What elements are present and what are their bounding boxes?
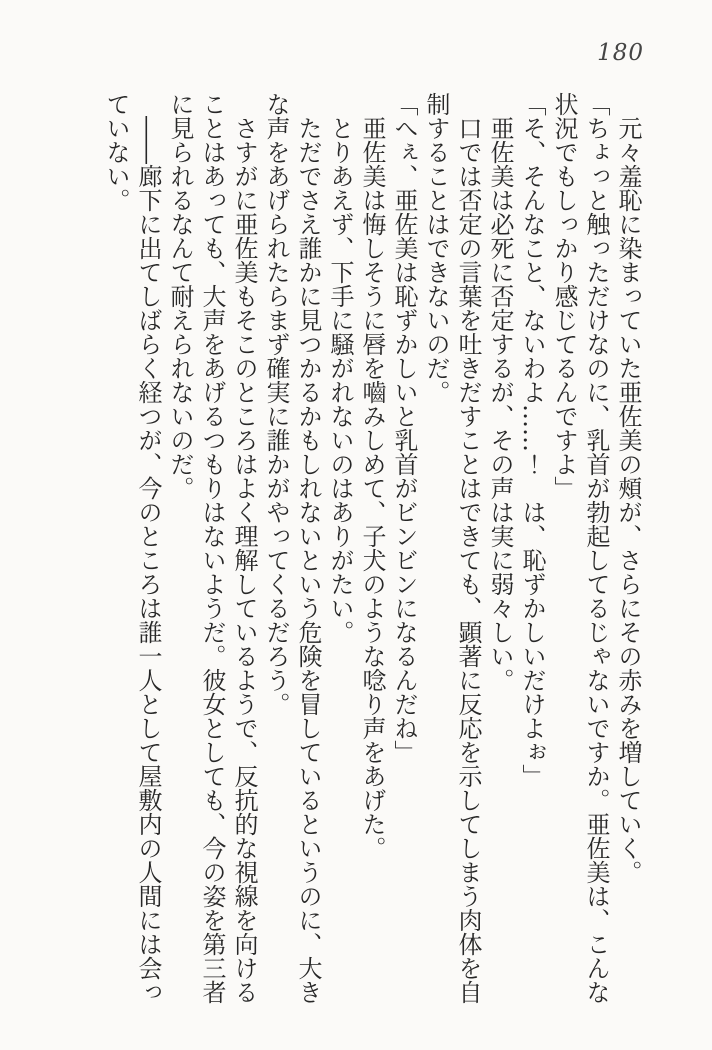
- page-number: 180: [597, 40, 644, 66]
- paragraph-5: 口では否定の言葉を吐きだすことはできても、顕著に反応を示してしまう肉体を自制することはできないのだ。: [422, 92, 482, 1004]
- paragraph-8: とりあえず、下手に騒がれないのはありがたい。: [326, 116, 354, 644]
- paragraph-11: ――廊下に出てしばらく経つが、今のところは誰一人として屋敷内の人間には会っていない。: [102, 92, 162, 1004]
- paragraph-7: 亜佐美は悔しそうに唇を嚙みしめて、子犬のような唸り声をあげた。: [358, 116, 386, 860]
- paragraph-10: さすがに亜佐美もそこのところはよく理解しているようで、反抗的な視線を向けることはあっても、大声をあげるつもりはないようだ。彼女としても、今の姿を第三者に見られるなんて耐えられないのだ。: [166, 92, 258, 1004]
- paragraph-6: 「へぇ、亜佐美は恥ずかしいと乳首がビンビンになるんだね」: [390, 92, 418, 764]
- paragraph-3: 「そ、そんなこと、ないわよ……！ は、恥ずかしいだけよぉ」: [518, 92, 546, 788]
- paragraph-2: 「ちょっと触っただけなのに、乳首が勃起してるじゃないですか。亜佐美は、こんな状況でもしっかり感じてるんですよ」: [550, 92, 610, 1004]
- page-text: [94, 92, 644, 1018]
- paragraph-9: ただでさえ誰かに見つかるかもしれないという危険を冒しているというのに、大きな声をあげられたらまず確実に誰かがやってくるだろう。: [262, 92, 322, 1004]
- paragraph-4: 亜佐美は必死に否定するが、その声は実に弱々しい。: [486, 116, 514, 692]
- paragraph-1: 元々羞恥に染まっていた亜佐美の頰が、さらにその赤みを増していく。: [614, 116, 642, 884]
